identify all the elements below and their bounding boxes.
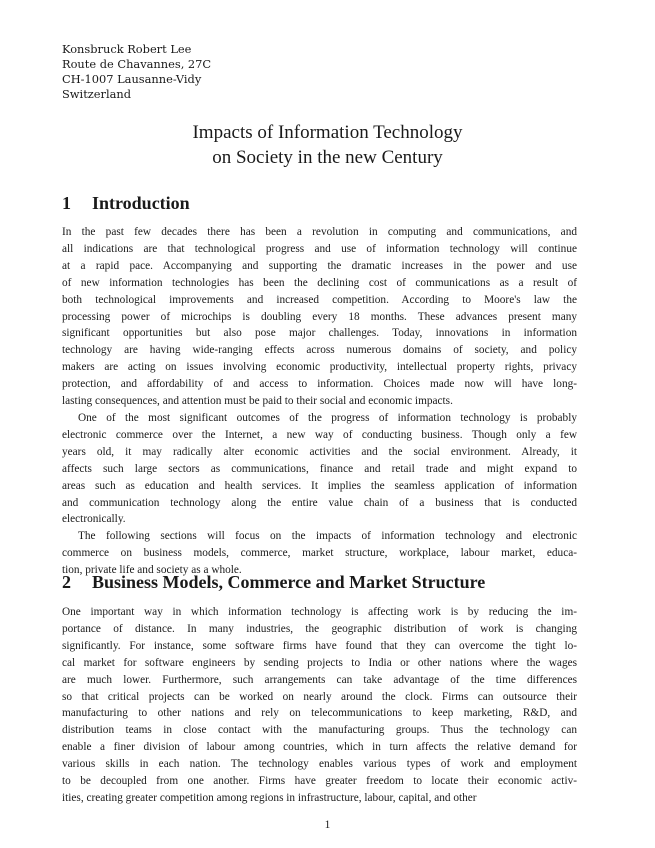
address-street: Route de Chavannes, 27C — [62, 57, 212, 71]
address-city: CH-1007 Lausanne-Vidy — [62, 72, 202, 86]
paragraph-line: commerce on business models, commerce, market structure, workplace, labour market, educa- — [62, 546, 577, 559]
title-line-2: on Society in the new Century — [212, 147, 443, 168]
section-2-title: Business Models, Commerce and Market Structure — [92, 572, 486, 592]
section-2-number: 2 — [62, 572, 71, 592]
paragraph-line: years old, it may radically alter economic activities and the social environment. Already, it — [62, 445, 577, 458]
paragraph-line: of new information technologies has been the declining cost of communications as a result of — [62, 276, 577, 289]
section-1-paragraph-2 — [62, 410, 577, 528]
section-2-heading — [62, 572, 485, 593]
paragraph-line: protection, and affordability of and access to information. Choices made now will have long- — [62, 378, 577, 391]
paragraph-line: distribution teams in close contact with the manufacturing groups. Thus the technology can — [62, 724, 577, 737]
section-1-number: 1 — [62, 193, 71, 213]
paragraph-line: processing power of microchips is doubling every 18 months. These advances present many — [62, 310, 577, 323]
paragraph-line: so that critical projects can be worked on nearly around the clock. Firms can outsource their — [62, 690, 577, 703]
page-number: 1 — [324, 819, 331, 831]
paragraph-line: lasting consequences, and attention must be paid to their social and economic impacts. — [62, 395, 453, 408]
paragraph-line: at a rapid pace. Accompanying and supporting the dramatic increases in the power and use — [62, 259, 577, 272]
paragraph-line: In the past few decades there has been a revolution in computing and communications, and — [62, 226, 577, 238]
paragraph-line: significant opportunities but also pose major challenges. Today, innovations in information — [62, 327, 577, 340]
paragraph-line: technology are having wide-ranging effects across numerous domains of society, and policy — [62, 344, 577, 357]
paragraph-line: cal market for software engineers by sending projects to India or other nations where the wages — [62, 656, 577, 669]
section-2-paragraph-1 — [62, 604, 577, 807]
paragraph-line: enable a finer division of labour among countries, which in turn affects the relative demand for — [62, 741, 577, 754]
paragraph-line: areas such as education and health services. It implies the seamless application of information — [62, 479, 577, 492]
document-title — [0, 120, 655, 170]
paragraph-line: portance of distance. In many industries, the geographic distribution of work is changing — [62, 622, 577, 635]
paragraph-line: both technological improvements and increased competition. According to Moore's law the — [62, 293, 577, 306]
author-address — [62, 42, 211, 102]
paragraph-line: One of the most significant outcomes of the progress of information technology is probably — [78, 412, 577, 424]
paragraph-line: electronic commerce over the Internet, a new way of conducting business. Though only a few — [62, 428, 577, 441]
address-name: Konsbruck Robert Lee — [62, 42, 192, 56]
section-1-paragraph-1 — [62, 224, 577, 410]
paragraph-line: makers are acting on issues involving economic productivity, intellectual property rights, privacy — [62, 361, 577, 374]
paragraph-line: manufacturing to other nations and rely on telecommunications to keep marketing, R&D, and — [62, 707, 577, 720]
section-1-heading — [62, 193, 190, 214]
paragraph-line: significantly. For instance, some software firms have found that they can overcome the tight lo- — [62, 639, 577, 652]
paragraph-line: all indications are that technological progress and use of information technology will continue — [62, 242, 577, 255]
section-1-title: Introduction — [92, 193, 190, 213]
paragraph-line: One important way in which information technology is affecting work is by reducing the im- — [62, 606, 577, 618]
paragraph-line: are much lower. Furthermore, such arrangements can take advantage of the time differences — [62, 673, 577, 686]
address-country: Switzerland — [62, 87, 132, 101]
paragraph-line: ities, creating greater competition among regions in infrastructure, labour, capital, and other — [62, 791, 477, 804]
paragraph-line: tion, private life and society as a whole. — [62, 563, 242, 576]
paragraph-line: electronically. — [62, 513, 126, 526]
paragraph-line: to be decoupled from one another. Firms have greater freedom to locate their economic activ- — [62, 775, 577, 788]
paragraph-line: affects such large sectors as communications, finance and retail trade and might expand to — [62, 462, 577, 475]
paragraph-line: The following sections will focus on the impacts of information technology and electronic — [78, 530, 577, 542]
paragraph-line: various skills in each nation. The technology enables various types of work and employment — [62, 758, 577, 771]
title-line-1: Impacts of Information Technology — [192, 122, 463, 143]
paragraph-line: and communication technology along the entire value chain of a business that is conducted — [62, 496, 577, 509]
